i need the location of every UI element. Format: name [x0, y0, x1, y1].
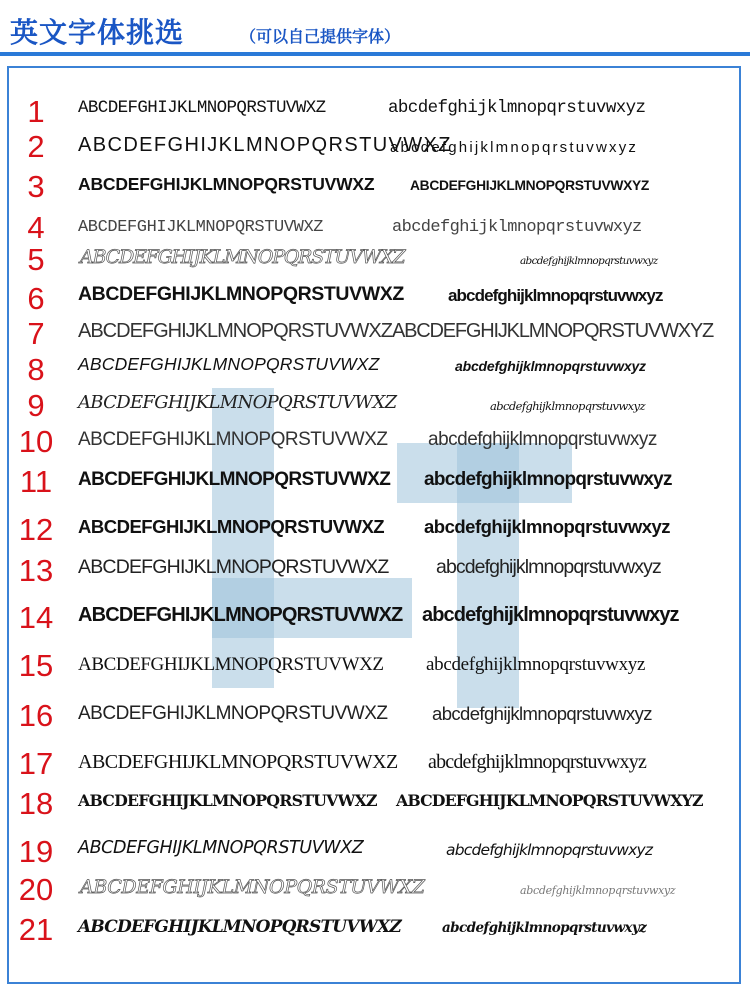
font-row-19 — [0, 834, 750, 870]
font-sample-lowercase: abcdefghijklmnopqrstuvwxyz — [520, 884, 676, 897]
font-row-8 — [0, 352, 750, 386]
font-sample-uppercase: ABCDEFGHIJKLMNOPQRSTUVWXZ — [78, 654, 384, 675]
font-number: 6 — [27, 281, 45, 316]
font-sample-lowercase: abcdefghijklmnopqrstuvwxyz — [446, 841, 653, 859]
font-row-17 — [0, 746, 750, 782]
font-row-20 — [0, 872, 750, 906]
font-row-14 — [0, 600, 750, 636]
font-sample-lowercase: abcdefghijklmnopqrstuvwxyz — [390, 139, 639, 156]
font-row-21 — [0, 912, 750, 948]
font-row-2 — [0, 128, 750, 164]
font-sample-lowercase: abcdefghijklmnopqrstuvwxyz — [392, 218, 642, 237]
font-sample-lowercase: abcdefghijklmnopqrstuvwxyz — [388, 98, 646, 118]
font-number: 4 — [27, 210, 45, 245]
font-number: 1 — [27, 94, 45, 129]
font-sample-uppercase: ABCDEFGHIJKLMNOPQRSTUVWXZ — [80, 876, 425, 898]
page-header — [0, 0, 750, 62]
page-subtitle: （可以自己提供字体） — [240, 27, 401, 46]
font-row-5 — [0, 242, 750, 276]
font-number: 12 — [18, 512, 54, 547]
font-sample-uppercase: ABCDEFGHIJKLMNOPQRSTUVWXZ — [78, 751, 398, 773]
font-sample-lowercase: abcdefghijklmnopqrstuvwxyz — [436, 556, 661, 578]
font-sample-uppercase: ABCDEFGHIJKLMNOPQRSTUVWXZ — [78, 174, 375, 194]
font-number: 8 — [27, 352, 45, 387]
font-sample-uppercase: ABCDEFGHIJKLMNOPQRSTUVWXZ — [78, 218, 324, 237]
font-sample-uppercase: ABCDEFGHIJKLMNOPQRSTUVWXZ — [78, 917, 401, 937]
font-sample-lowercase: abcdefghijklmnopqrstuvwxyz — [442, 920, 647, 936]
font-row-15 — [0, 648, 750, 684]
font-sample-lowercase: ABCDEFGHIJKLMNOPQRSTUVWXYZ — [396, 791, 703, 810]
font-number: 7 — [27, 316, 45, 351]
font-row-1 — [0, 94, 750, 128]
font-sample-uppercase: ABCDEFGHIJKLMNOPQRSTUVWXZ — [78, 791, 377, 810]
font-row-10 — [0, 424, 750, 460]
font-row-16 — [0, 698, 750, 734]
font-sample-lowercase: abcdefghijklmnopqrstuvwxyz — [520, 255, 658, 267]
font-row-18 — [0, 786, 750, 822]
font-number: 16 — [18, 698, 54, 733]
font-row-11 — [0, 464, 750, 500]
font-sample-uppercase: ABCDEFGHIJKLMNOPQRSTUVWXZ — [78, 703, 388, 724]
font-row-3 — [0, 168, 750, 204]
font-number: 17 — [18, 746, 54, 781]
font-sample-uppercase: ABCDEFGHIJKLMNOPQRSTUVWXZ — [78, 98, 326, 118]
font-row-12 — [0, 512, 750, 548]
font-sample-uppercase: ABCDEFGHIJKLMNOPQRSTUVWXZ — [78, 556, 389, 578]
header-divider — [0, 52, 750, 56]
font-sample-uppercase: ABCDEFGHIJKLMNOPQRSTUVWXZ — [78, 134, 452, 156]
font-sample-lowercase: ABCDEFGHIJKLMNOPQRSTUVWXYZ — [392, 320, 714, 342]
font-sample-lowercase: abcdefghijklmnopqrstuvwxyz — [455, 358, 646, 374]
font-number: 18 — [18, 786, 54, 821]
font-sample-lowercase: ABCDEFGHIJKLMNOPQRSTUVWXYZ — [410, 178, 650, 193]
font-sample-uppercase: ABCDEFGHIJKLMNOPQRSTUVWXZ — [78, 283, 404, 305]
font-number: 14 — [18, 600, 54, 635]
font-number: 3 — [27, 169, 45, 204]
font-sample-uppercase: ABCDEFGHIJKLMNOPQRSTUVWXZ — [78, 838, 364, 858]
font-sample-lowercase: abcdefghijklmnopqrstuvwxyz — [490, 399, 645, 413]
font-sample-lowercase: abcdefghijklmnopqrstuvwxyz — [422, 604, 679, 626]
font-sample-uppercase: ABCDEFGHIJKLMNOPQRSTUVWXZ — [78, 516, 385, 537]
font-sample-lowercase: abcdefghijklmnopqrstuvwxyz — [432, 703, 652, 724]
font-sample-lowercase: abcdefghijklmnopqrstuvwxyz — [428, 751, 647, 773]
font-row-7 — [0, 316, 750, 352]
font-sample-lowercase: abcdefghijklmnopqrstuvwxyz — [448, 286, 663, 305]
font-row-6 — [0, 280, 750, 316]
font-sample-uppercase: ABCDEFGHIJKLMNOPQRSTUVWXZ — [78, 392, 397, 413]
font-row-4 — [0, 210, 750, 244]
page-title: 英文字体挑选 — [10, 16, 185, 49]
font-number: 9 — [27, 388, 45, 423]
font-number: 20 — [18, 872, 54, 907]
font-sample-uppercase: ABCDEFGHIJKLMNOPQRSTUVWXZ — [80, 246, 405, 268]
font-sample-uppercase: ABCDEFGHIJKLMNOPQRSTUVWXZ — [78, 320, 392, 342]
font-sample-lowercase: abcdefghijklmnopqrstuvwxyz — [424, 516, 671, 537]
font-sample-uppercase: ABCDEFGHIJKLMNOPQRSTUVWXZ — [78, 604, 403, 626]
font-sample-uppercase: ABCDEFGHIJKLMNOPQRSTUVWXZ — [78, 429, 388, 450]
font-sample-lowercase: abcdefghijklmnopqrstuvwxyz — [428, 429, 657, 450]
font-sample-uppercase: ABCDEFGHIJKLMNOPQRSTUVWXZ — [78, 354, 380, 374]
font-sample-lowercase: abcdefghijklmnopqrstuvwxyz — [424, 469, 672, 490]
font-number: 15 — [18, 648, 54, 683]
font-row-9 — [0, 388, 750, 424]
font-number: 5 — [27, 242, 45, 277]
font-row-13 — [0, 552, 750, 588]
font-sample-uppercase: ABCDEFGHIJKLMNOPQRSTUVWXZ — [78, 469, 391, 490]
font-number: 21 — [18, 912, 54, 947]
font-number: 13 — [18, 553, 54, 588]
font-number: 19 — [18, 834, 54, 869]
font-number: 10 — [18, 424, 54, 459]
font-number: 11 — [19, 464, 53, 499]
font-number: 2 — [27, 129, 45, 164]
font-sample-lowercase: abcdefghijklmnopqrstuvwxyz — [426, 654, 646, 675]
